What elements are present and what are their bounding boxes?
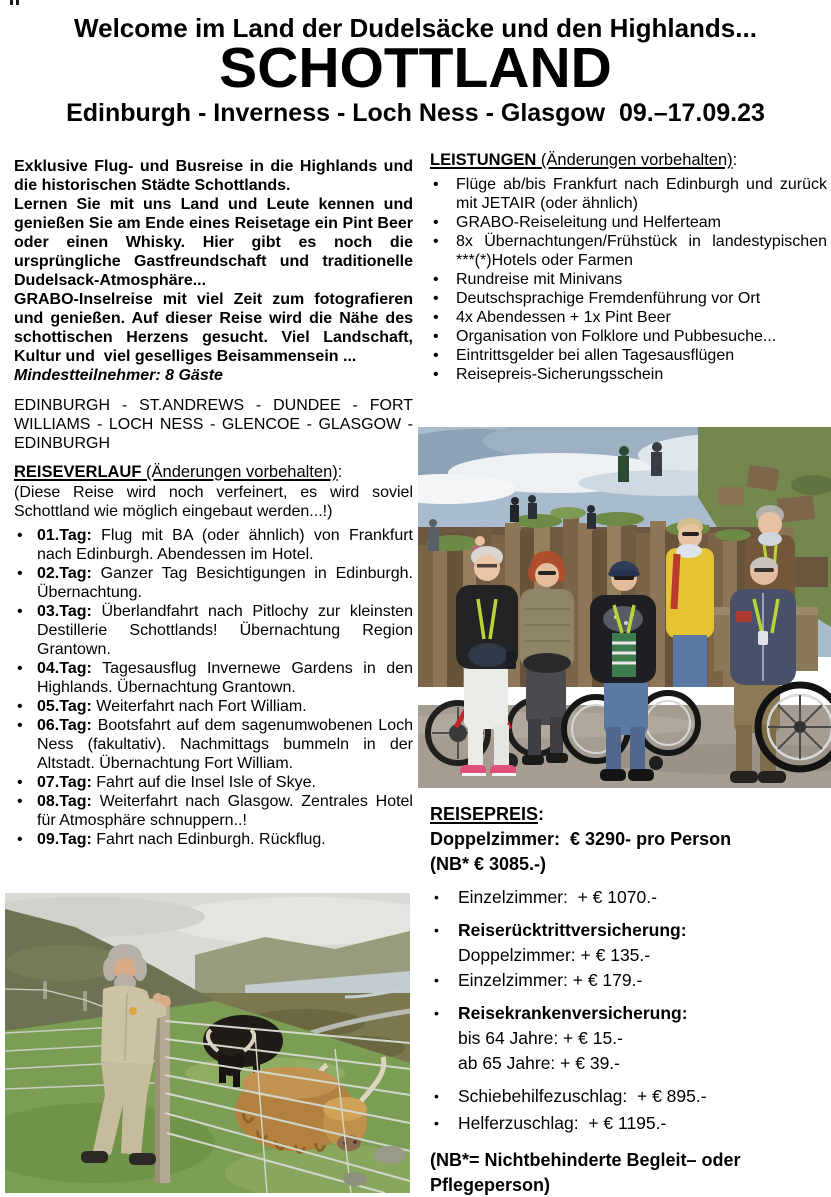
leistungen-heading: LEISTUNGEN (Änderungen vorbehalten): [430,151,738,169]
leistung-text: 4x Abendessen + 1x Pint Beer [456,309,671,326]
day-item [14,659,413,697]
day-text: Weiterfahrt nach Fort William. [96,698,307,715]
bullet-icon: • [433,309,439,326]
bullet-icon: • [433,176,439,193]
day-text: Fahrt nach Edinburgh. Rückflug. [96,831,326,848]
bullet-icon: • [17,698,23,715]
day-label: 04.Tag: [37,660,92,677]
bullet-icon: • [433,271,439,288]
day-text: Bootsfahrt auf dem sagenumwobenen Loch Ness (fakultativ). Nachmittags bummeln in der Altstadt. Übernachtung Fort William. [37,717,413,772]
group-photo [418,427,831,788]
leistungen-heading-word: LEISTUNGEN [430,151,537,169]
leistung-text: Organisation von Folklore und Pubbesuche... [456,328,777,345]
bullet-icon: • [433,290,439,307]
bullet-icon: • [433,366,439,383]
intro-paragraph-1: Exklusive Flug- und Busreise in die Highlands und die historischen Städte Schottlands. [14,158,413,194]
route-cities: EDINBURGH - ST.ANDREWS - DUNDEE - FORT WILLIAMS - LOCH NESS - GLENCOE - GLASGOW - EDINBURGH [14,397,413,452]
day-label: 07.Tag: [37,774,92,791]
stray-corner-mark [10,0,20,6]
bullet-icon: • [17,717,23,734]
leistung-text: Flüge ab/bis Frankfurt nach Edinburgh und zurück mit JETAIR (oder ähnlich) [456,176,827,212]
day-label: 08.Tag: [37,793,92,810]
leistung-item [430,232,827,270]
day-label: 02.Tag: [37,565,92,582]
bullet-icon: • [17,831,23,848]
price-double-room: Doppelzimmer: € 3290- pro Person [430,829,732,849]
leistungen-list [430,175,827,384]
price-item-push-help: • Schiebehilfezuschlag: + € 895.- [430,1084,827,1109]
leistung-text: Rundreise mit Minivans [456,271,623,288]
day-item [14,716,413,773]
leistung-item [430,308,827,327]
bullet-icon: • [433,233,439,250]
day-item [14,830,413,849]
reisepreis-heading: REISEPREIS: [430,804,545,824]
bullet-icon: • [434,889,439,905]
bullet-icon: • [17,793,23,810]
leistung-text: Reisepreis-Sicherungsschein [456,366,664,383]
leistung-item [430,270,827,289]
day-item [14,697,413,716]
intro-paragraph-3: GRABO-Inselreise mit viel Zeit zum fotografieren und genießen. Auf dieser Reise wird die Nähe des schottischen Herzens gesucht. Viel Landschaft, Kultur und viel geselliges Beisammensein ... [14,291,413,365]
bullet-icon: • [434,1115,439,1131]
bullet-icon: • [434,972,439,988]
leistung-item [430,365,827,384]
welcome-line: Welcome im Land der Dudelsäcke und den Highlands... [74,13,757,43]
nb-footnote: (NB*= Nichtbehinderte Begleit– oder Pflegeperson) [430,1150,741,1195]
bullet-icon: • [434,922,439,938]
day-text: Flug mit BA (oder ähnlich) von Frankfurt nach Edinburgh. Abendessen im Hotel. [37,527,413,563]
day-item [14,602,413,659]
day-item [14,773,413,792]
highland-cattle-photo [5,893,410,1193]
leistung-item [430,327,827,346]
price-item-single-room-cancellation: • Einzelzimmer: + € 179.- [430,968,827,993]
bullet-icon: • [17,527,23,544]
cattle-photo-illustration [5,893,410,1193]
reisepreis-section [430,802,827,1197]
day-label: 05.Tag: [37,698,92,715]
left-column [14,157,413,849]
leistung-item [430,213,827,232]
reiseverlauf-heading-note: (Änderungen vorbehalten) [141,463,338,481]
reiseverlauf-heading: REISEVERLAUF (Änderungen vorbehalten): [14,463,343,481]
day-item [14,792,413,830]
day-item [14,526,413,564]
day-text: Überlandfahrt nach Pitlochy zur kleinsten Destillerie Schottlands! Übernachtung Region Grantown. [37,603,413,658]
bullet-icon: • [17,565,23,582]
min-participants: Mindestteilnehmer: 8 Gäste [14,367,223,384]
leistung-item [430,175,827,213]
leistung-text: GRABO-Reiseleitung und Helferteam [456,214,722,231]
leistung-text: Deutschsprachige Fremdenführung vor Ort [456,290,761,307]
day-item [14,564,413,602]
reiseverlauf-list [14,526,413,849]
day-text: Fahrt auf die Insel Isle of Skye. [96,774,316,791]
route-subtitle: Edinburgh - Inverness - Loch Ness - Glasgow 09.–17.09.23 [66,99,765,127]
intro-paragraph-2: Lernen Sie mit uns Land und Leute kennen und genießen Sie am Ende eines Reisetage ein Pint Beer oder einen Whisky. Hier gibt es noch die ursprüngliche Gastfreundschaft und traditionelle Dudelsack-Atmosphäre... [14,196,413,289]
right-column [430,151,827,384]
bullet-icon: • [17,660,23,677]
leistung-text: Eintrittsgelder bei allen Tagesausflügen [456,347,735,364]
price-nb: (NB* € 3085.-) [430,854,547,874]
group-photo-illustration [418,427,831,788]
day-text: Tagesausflug Invernewe Gardens in den Highlands. Übernachtung Grantown. [37,660,414,696]
day-text: Ganzer Tag Besichtigungen in Edinburgh. Übernachtung. [37,565,414,601]
day-text: Weiterfahrt nach Glasgow. Zentrales Hotel für Atmosphäre schnuppern..! [37,793,413,829]
leistung-item [430,289,827,308]
reiseverlauf-note: (Diese Reise wird noch verfeinert, es wird soviel Schottland wie möglich eingebaut werden...!) [14,484,413,520]
day-label: 06.Tag: [37,717,92,734]
price-item-cancellation-insurance: • Reiserücktrittversicherung: Doppelzimmer: + € 135.- [430,918,827,968]
price-item-health-insurance: • Reisekrankenversicherung: bis 64 Jahre: + € 15.- ab 65 Jahre: + € 39.- [430,1001,827,1076]
bullet-icon: • [433,328,439,345]
leistung-text: 8x Übernachtungen/Frühstück in landestypischen ***(*)Hotels oder Farmen [456,233,827,269]
bullet-icon: • [434,1005,439,1021]
reiseverlauf-heading-word: REISEVERLAUF [14,463,142,481]
price-item-helper: • Helferzuschlag: + € 1195.- [430,1111,827,1136]
page-title: SCHOTTLAND [219,36,612,100]
bullet-icon: • [17,603,23,620]
bullet-icon: • [433,214,439,231]
bullet-icon: • [17,774,23,791]
day-label: 01.Tag: [37,527,92,544]
bullet-icon: • [434,1088,439,1104]
day-label: 09.Tag: [37,831,92,848]
leistungen-heading-note: (Änderungen vorbehalten) [536,151,733,169]
leistung-item [430,346,827,365]
bullet-icon: • [433,347,439,364]
day-label: 03.Tag: [37,603,92,620]
price-item-single-room: • Einzelzimmer: + € 1070.- [430,885,827,910]
